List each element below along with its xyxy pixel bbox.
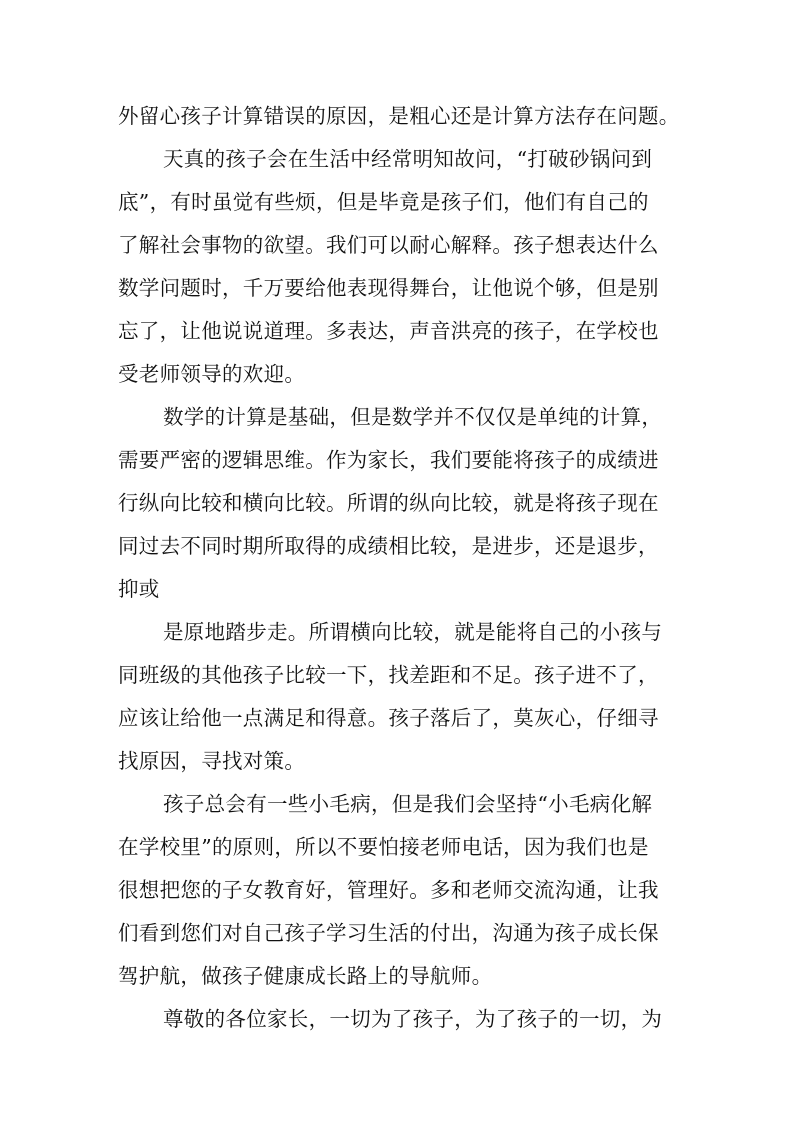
text-line: 天真的孩子会在生活中经常明知故问，“打破砂锅问到 bbox=[163, 147, 653, 171]
text-line: 数学问题时，千万要给他表现得舞台，让他说个够，但是别 bbox=[118, 276, 659, 300]
text-line: 在学校里”的原则，所以不要怕接老师电话，因为我们也是 bbox=[118, 835, 649, 859]
text-line: 底”，有时虽觉有些烦，但是毕竟是孩子们，他们有自己的 bbox=[118, 190, 649, 214]
text-line: 们看到您们对自己孩子学习生活的付出，沟通为孩子成长保 bbox=[118, 921, 659, 945]
text-line: 是原地踏步走。所谓横向比较，就是能将自己的小孩与 bbox=[163, 620, 663, 644]
text-line: 了解社会事物的欲望。我们可以耐心解释。孩子想表达什么 bbox=[118, 233, 659, 257]
text-line: 同班级的其他孩子比较一下，找差距和不足。孩子进不了， bbox=[118, 663, 659, 687]
text-line: 抑或 bbox=[118, 577, 160, 601]
text-line: 行纵向比较和横向比较。所谓的纵向比较，就是将孩子现在 bbox=[118, 491, 659, 515]
text-line: 驾护航，做孩子健康成长路上的导航师。 bbox=[118, 964, 493, 988]
text-line: 外留心孩子计算错误的原因，是粗心还是计算方法存在问题。 bbox=[118, 104, 680, 128]
text-line: 同过去不同时期所取得的成绩相比较，是进步，还是退步， bbox=[118, 534, 659, 558]
text-line: 数学的计算是基础，但是数学并不仅仅是单纯的计算， bbox=[163, 405, 663, 429]
text-line: 找原因，寻找对策。 bbox=[118, 749, 306, 773]
text-line: 需要严密的逻辑思维。作为家长，我们要能将孩子的成绩进 bbox=[118, 448, 659, 472]
text-line: 受老师领导的欢迎。 bbox=[118, 362, 306, 386]
text-line: 应该让给他一点满足和得意。孩子落后了，莫灰心，仔细寻 bbox=[118, 706, 659, 730]
text-line: 忘了，让他说说道理。多表达，声音洪亮的孩子，在学校也 bbox=[118, 319, 659, 343]
text-line: 很想把您的子女教育好，管理好。多和老师交流沟通，让我 bbox=[118, 878, 659, 902]
text-line: 尊敬的各位家长，一切为了孩子，为了孩子的一切，为 bbox=[163, 1007, 663, 1031]
text-line: 孩子总会有一些小毛病，但是我们会坚持“小毛病化解 bbox=[163, 792, 653, 816]
